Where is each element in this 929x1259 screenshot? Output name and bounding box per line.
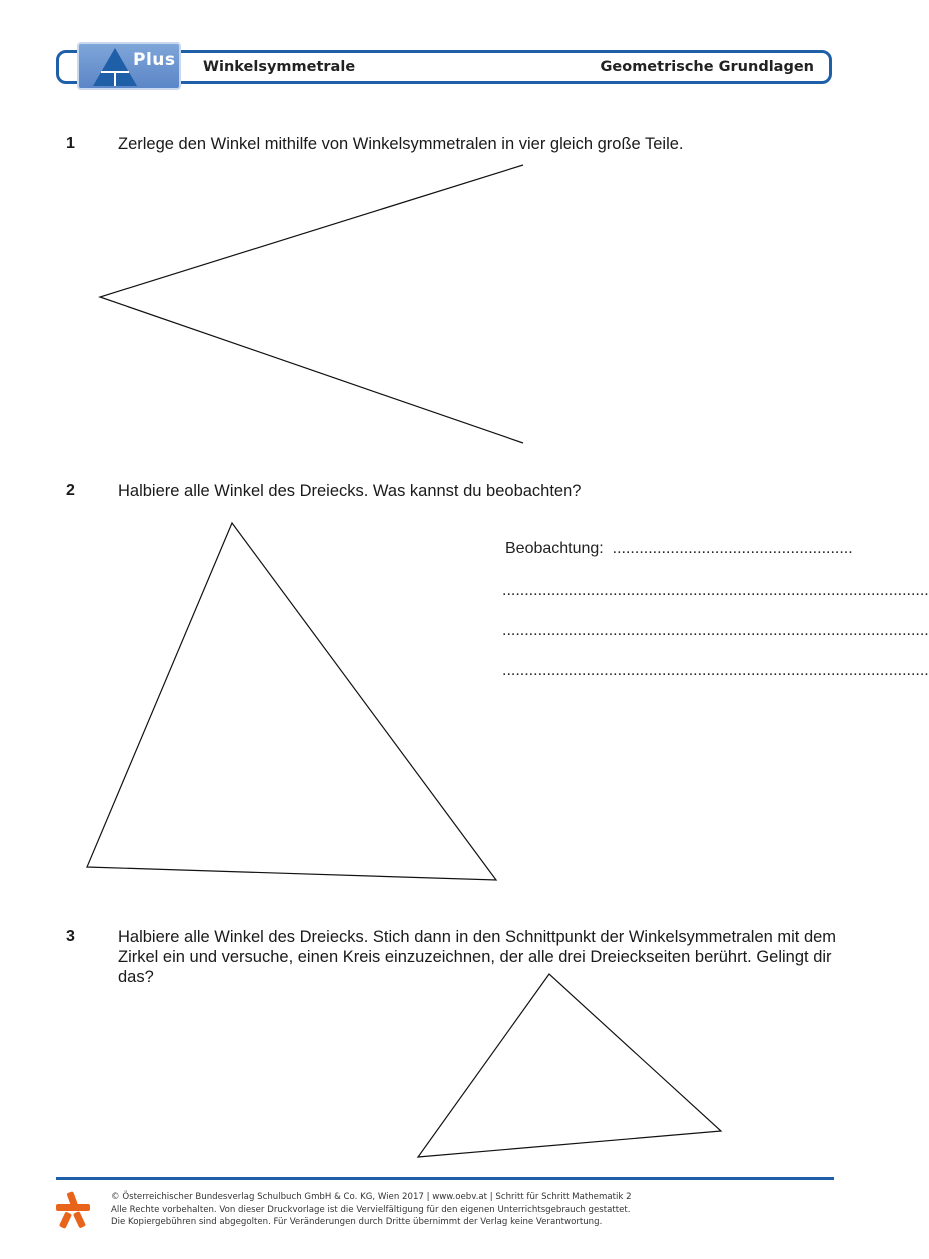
- publisher-logo-icon: [54, 1190, 92, 1230]
- observation-line-2: ................................................................................................: [502, 582, 929, 599]
- footer-line-3: Die Kopiergebühren sind abgegolten. Für Veränderungen durch Dritte übernimmt der Verlag keine Verantwortung.: [111, 1217, 603, 1227]
- badge-label: Plus: [133, 50, 176, 70]
- task-3-text: Halbiere alle Winkel des Dreiecks. Stich dann in den Schnittpunkt der Winkelsymmetralen mit dem Zirkel ein und versuche, einen Kreis einzuzeichnen, der alle drei Dreieckseiten berührt. Gelingt dir das?: [118, 928, 837, 986]
- task-3-number: 3: [66, 928, 75, 945]
- task-1-number: 1: [66, 135, 75, 152]
- observation-line-4: ................................................................................................: [502, 662, 929, 679]
- task-2-text: Halbiere alle Winkel des Dreiecks. Was kannst du beobachten?: [118, 482, 582, 500]
- footer-line-1: © Österreichischer Bundesverlag Schulbuch GmbH & Co. KG, Wien 2017 | www.oebv.at | Schritt für Schritt Mathematik 2: [111, 1192, 632, 1202]
- footer-line-2: Alle Rechte vorbehalten. Von dieser Druckvorlage ist die Vervielfältigung für den eigenen Unterrichtsgebrauch gestattet.: [111, 1204, 631, 1215]
- observation-dots-1: ......................................................: [612, 540, 853, 557]
- triangle-figure-task-3: [418, 974, 721, 1157]
- triangle-figure-task-2: [87, 523, 496, 880]
- task-2-number: 2: [66, 482, 75, 499]
- task-1-text: Zerlege den Winkel mithilfe von Winkelsymmetralen in vier gleich große Teile.: [118, 135, 684, 153]
- topic-title: Winkelsymmetrale: [203, 59, 356, 75]
- observation-label: Beobachtung:: [505, 540, 604, 557]
- footer-rule: [56, 1177, 834, 1180]
- observation-line-3: ................................................................................................: [502, 622, 929, 639]
- footer-copyright: [111, 1191, 632, 1229]
- chapter-title: Geometrische Grundlagen: [600, 59, 814, 75]
- angle-figure: [100, 165, 523, 443]
